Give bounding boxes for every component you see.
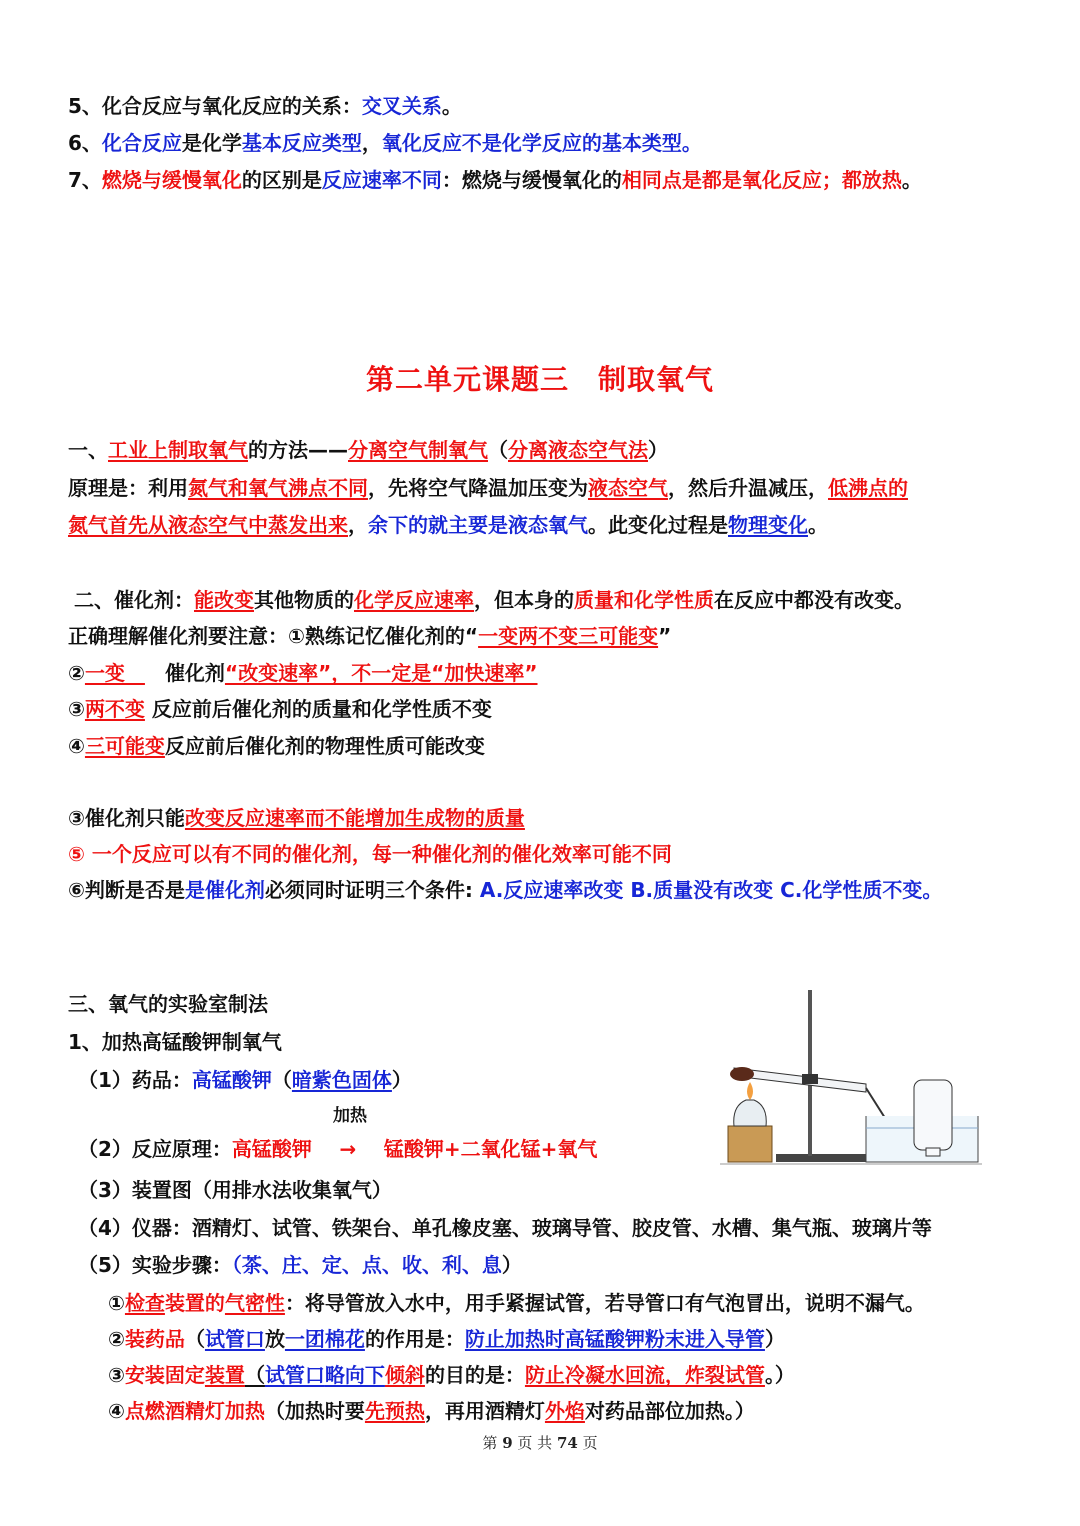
text: ③ [68,697,85,721]
text: ③ [108,1363,125,1387]
text: （ [488,438,508,462]
text: 。） [764,1363,795,1387]
catalyst-note-6 [68,840,672,868]
text: ④ [108,1399,125,1423]
text: 页 共 [512,1434,557,1452]
text: 反应前后催化剂的物理性质可能改变 [164,734,485,758]
text: 物理变化 [728,513,808,537]
alcohol-lamp [734,1100,767,1126]
text: 一变 [84,661,145,685]
text: 能改变 [194,588,254,612]
text: 一、 [68,438,108,462]
text: 化合反应与氧化反应的关系： [101,94,362,118]
text: ） [648,438,668,462]
step-4 [108,1397,755,1425]
point-6 [68,129,702,157]
text: 先预热 [364,1399,425,1423]
text: 检查 [124,1291,165,1315]
text: ④ [68,734,85,758]
text: 装置 [204,1363,245,1387]
catalyst-note-4 [68,732,485,760]
text: ） [764,1327,785,1351]
text: 反应速率不同 [321,168,442,192]
text: 余下的就主要是液态氧气 [368,513,588,537]
text: ③催化剂只能 [68,806,185,830]
text: 防止加热时高锰酸钾粉末进入导管 [464,1327,765,1351]
reaction-arrow: → [339,1137,357,1161]
lab-item-4: （4）仪器：酒精灯、试管、铁架台、单孔橡皮塞、玻璃导管、胶皮管、水槽、集气瓶、玻璃片等 [78,1216,932,1240]
point-5 [68,92,462,120]
text: 试管口 [264,1363,325,1387]
text: 化学反应速率 [354,588,474,612]
reaction-condition: 加热 [333,1106,367,1126]
test-tube [734,1068,866,1092]
lab-item-1 [78,1066,412,1094]
page-number: 9 [502,1434,513,1452]
catalyst-heading [74,586,914,614]
text: 分离空气制氧气 [348,438,488,462]
principle-line-2 [68,511,828,539]
text: 催化剂 [164,661,225,685]
text: ：将导管放入水中，用手紧握试管，若导管口有气泡冒出，说明不漏气。 [284,1291,925,1315]
text: ，然后升温减压， [668,476,828,500]
text: 是催化剂 [184,878,265,902]
text: 改变反应速率而不能增加生成物的质量 [184,806,525,830]
text: 试管口 [204,1327,265,1351]
text: ⑤ [68,842,92,866]
text: 高锰酸钾 [231,1137,312,1161]
text: ② [68,661,85,685]
text: 液态空气 [588,476,668,500]
text: 一团棉花 [284,1327,365,1351]
catalyst-note-1 [68,622,671,650]
text: 一个反应可以有不同的催化剂，每一种催化剂的催化效率可能不同 [91,842,672,866]
text: 6、 [68,131,102,155]
principle-line-1 [68,474,908,502]
text: 一变两不变三可能变 [478,624,659,648]
potassium-permanganate [730,1067,754,1081]
text: 氮气首先从液态空气中蒸发出来 [68,513,348,537]
clamp [802,1074,818,1084]
text: 的目的是： [424,1363,525,1387]
text: ” [658,624,672,648]
text: 反应前后催化剂的质量和化学性质不变 [151,697,492,721]
text: 分离液态空气法 [508,438,648,462]
text: 相同点是都是氧化反应；都放热 [621,168,902,192]
catalyst-note-7 [68,876,942,904]
text: 防止冷凝水回流，炸裂试管 [524,1363,765,1387]
text: 第 [482,1434,503,1452]
text: 正确理解催化剂要注意：①熟练记忆催化剂的“ [68,624,479,648]
text: 燃烧与缓慢氧化 [101,168,242,192]
text: （1）药品： [78,1068,192,1092]
text: 的区别是 [241,168,322,192]
text: 。 [441,94,462,118]
text: （ [184,1327,205,1351]
text: 7、 [68,168,102,192]
text: （加热时要 [264,1399,365,1423]
text: （ [271,1068,292,1092]
text: 二、催化剂： [74,588,194,612]
text: 装药品 [124,1327,185,1351]
lab-item-2 [78,1135,597,1163]
text: 对药品部位加热。） [584,1399,755,1423]
text: ） [391,1068,412,1092]
flame [747,1082,753,1100]
catalyst-note-5 [68,804,525,832]
text: （5）实验步骤： [78,1253,232,1277]
text: ⑥判断是否是 [68,878,185,902]
text: 装置的 [164,1291,225,1315]
step-2 [108,1325,785,1353]
text: “改变速率”，不一定是“加快速率” [224,661,538,685]
text: 。 [808,513,828,537]
text: 点燃 [124,1399,165,1423]
text: 气密性 [224,1291,285,1315]
text: A.反应速率改变 B.质量没有改变 C.化学性质不变。 [479,878,943,902]
catalyst-note-3 [68,695,492,723]
text: 锰酸钾+二氧化锰+氧气 [383,1137,598,1161]
step-3 [108,1361,795,1389]
section-1-heading [68,436,668,464]
text: （茶、庄、定、点、收、利、息 [231,1253,502,1277]
text: 外焰 [544,1399,585,1423]
step-1 [108,1289,925,1317]
lab-method-1: 1、加热高锰酸钾制氧气 [68,1030,282,1054]
text: 是化学 [181,131,242,155]
text: 在反应中都没有改变。 [714,588,914,612]
text: 两不变 [84,697,145,721]
text: ， [361,131,382,155]
text: 不是化学反应的基本类型。 [461,131,702,155]
text: 必须同时证明三个条件: [264,878,480,902]
text: ① [108,1291,125,1315]
text: 低沸点的 [828,476,908,500]
page-footer [0,1432,1080,1453]
text: 的方法—— [248,438,348,462]
lab-item-3: （3）装置图（用排水法收集氧气） [78,1178,392,1202]
wood-block [728,1126,772,1162]
lab-item-5 [78,1251,522,1279]
text: 5、 [68,94,102,118]
text: （ [244,1363,265,1387]
text: ：燃烧与缓慢氧化的 [441,168,622,192]
text: 暗紫色固体 [291,1068,392,1092]
text: 安装固定 [124,1363,205,1387]
text: 三可能变 [84,734,165,758]
text: 酒精灯加热 [164,1399,265,1423]
text: 质量和化学性质 [574,588,714,612]
text: 原理是：利用 [68,476,188,500]
stand-rod [808,990,812,1156]
bottle-mouth [926,1148,940,1156]
text: ， [348,513,368,537]
text: 化合反应 [101,131,182,155]
text: 略向下 [324,1363,385,1387]
text: ，再用酒精灯 [424,1399,545,1423]
text: ，先将空气降温加压变为 [368,476,588,500]
text: 其他物质的 [254,588,354,612]
page-total: 74 [556,1434,578,1452]
text: 氮气和氧气沸点不同 [188,476,368,500]
text: ② [108,1327,125,1351]
text: ，但本身的 [474,588,574,612]
text: 。此变化过程是 [588,513,728,537]
apparatus-diagram [716,988,984,1170]
point-7 [68,166,922,194]
text: ） [501,1253,522,1277]
lab-heading: 三、氧气的实验室制法 [68,992,268,1016]
text: 氧化反应 [381,131,462,155]
section-title: 第二单元课题三 制取氧气 [365,363,714,396]
catalyst-note-2 [68,659,538,687]
text: 倾斜 [384,1363,425,1387]
text: 放 [264,1327,285,1351]
text: 交叉关系 [361,94,442,118]
text: 的作用是： [364,1327,465,1351]
text: 页 [577,1434,598,1452]
text: 工业上制取氧气 [108,438,248,462]
stand-base [776,1154,866,1162]
text: 基本反应类型 [241,131,362,155]
text: （2）反应原理： [78,1137,232,1161]
gas-collecting-bottle [914,1080,952,1150]
text: 。 [901,168,922,192]
text: 高锰酸钾 [191,1068,272,1092]
